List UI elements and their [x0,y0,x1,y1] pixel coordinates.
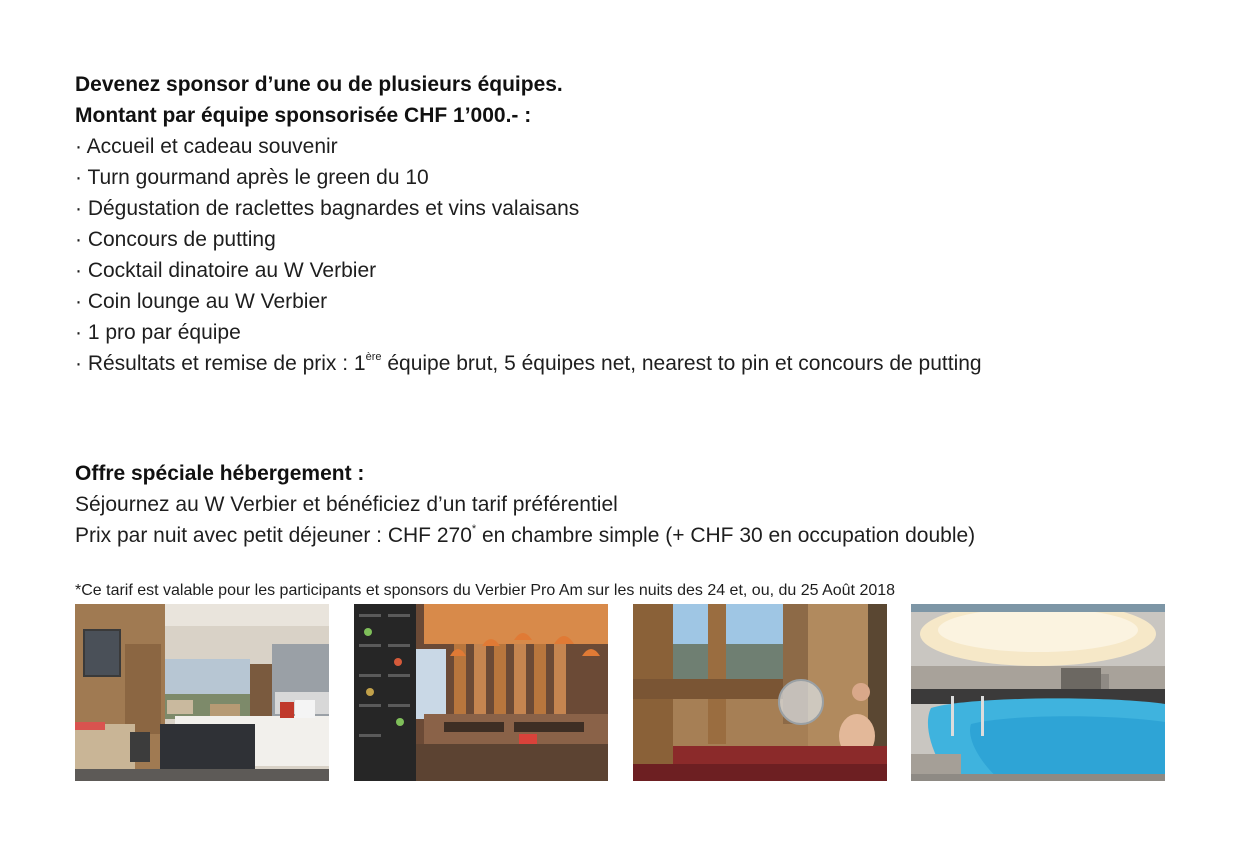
sponsor-item: · Dégustation de raclettes bagnardes et vins valaisans [75,197,580,220]
sponsor-heading-line2: Montant par équipe sponsorisée CHF 1’000.- : [75,104,532,127]
price-asterisk: * [471,523,477,535]
sponsor-item-results [75,348,982,379]
results-superscript: ère [365,351,382,363]
offer-price-line [75,520,975,551]
results-prefix: · Résultats et remise de prix : 1 [75,352,366,375]
price-suffix: en chambre simple (+ CHF 30 en occupation double) [476,524,976,547]
offer-line: Séjournez au W Verbier et bénéficiez d’un tarif préférentiel [75,493,618,516]
offer-section [75,458,975,551]
sponsor-heading-line1: Devenez sponsor d’une ou de plusieurs équipes. [75,73,563,96]
indoor-pool-photo [911,604,1165,781]
sponsor-item: · 1 pro par équipe [75,321,241,344]
results-suffix: équipe brut, 5 équipes net, nearest to pin et concours de putting [381,352,982,375]
sponsor-item: · Turn gourmand après le green du 10 [75,166,429,189]
restaurant-photo [354,604,608,781]
price-prefix: Prix par nuit avec petit déjeuner : CHF 270 [75,524,472,547]
sponsor-section [75,69,982,379]
sponsor-item: · Accueil et cadeau souvenir [75,135,338,158]
sponsor-item: · Concours de putting [75,228,276,251]
sponsor-item: · Cocktail dinatoire au W Verbier [75,259,377,282]
footnote: *Ce tarif est valable pour les participants et sponsors du Verbier Pro Am sur les nuits des 24 et, ou, du 25 Août 2018 [75,582,896,599]
photo-strip [75,604,1165,781]
offer-heading: Offre spéciale hébergement : [75,462,365,485]
sponsor-item: · Coin lounge au W Verbier [75,290,328,313]
terrace-lounge-photo [633,604,887,781]
hotel-bedroom-photo [75,604,329,781]
